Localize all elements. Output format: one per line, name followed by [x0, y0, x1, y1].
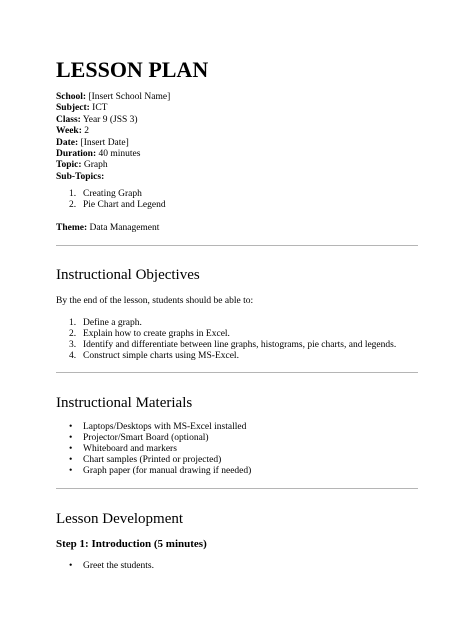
- development-heading: Lesson Development: [56, 511, 184, 527]
- meta-date: Date: [Insert Date]: [56, 137, 129, 148]
- divider: [56, 372, 418, 373]
- list-item: 3. Identify and differentiate between line graphs, histograms, pie charts, and legends.: [69, 339, 397, 350]
- bullet-icon: •: [69, 422, 73, 432]
- meta-subject: Subject: ICT: [56, 103, 108, 114]
- list-item: • Graph paper (for manual drawing if needed): [69, 466, 252, 476]
- step1-heading: Step 1: Introduction (5 minutes): [56, 538, 207, 550]
- meta-week: Week: 2: [56, 126, 89, 137]
- bullet-icon: •: [69, 433, 73, 443]
- list-item: • Projector/Smart Board (optional): [69, 433, 209, 443]
- list-item: 2. Pie Chart and Legend: [69, 200, 166, 211]
- meta-school: School: [Insert School Name]: [56, 92, 171, 102]
- meta-duration: Duration: 40 minutes: [56, 149, 141, 160]
- objectives-list: [69, 318, 396, 362]
- materials-heading: Instructional Materials: [56, 395, 193, 411]
- bullet-icon: •: [69, 466, 73, 476]
- list-item: 1. Define a graph.: [69, 318, 142, 328]
- divider: [56, 245, 418, 246]
- bullet-icon: •: [69, 444, 73, 454]
- meta-class: Class: Year 9 (JSS 3): [56, 114, 138, 125]
- meta-topic: Topic: Graph: [56, 160, 108, 171]
- objectives-intro: By the end of the lesson, students should be able to:: [56, 296, 254, 306]
- objectives-heading: Instructional Objectives: [56, 267, 200, 283]
- theme-line: Theme: Data Management: [56, 223, 160, 233]
- materials-list: [69, 422, 251, 477]
- list-item: • Greet the students.: [69, 561, 154, 571]
- list-item: • Whiteboard and markers: [69, 444, 177, 454]
- list-item: • Chart samples (Printed or projected): [69, 455, 222, 465]
- subtopics-list: [69, 189, 166, 212]
- list-item: 2. Explain how to create graphs in Excel.: [69, 328, 230, 339]
- list-item: • Laptops/Desktops with MS-Excel installed: [69, 422, 247, 432]
- list-item: 1. Creating Graph: [69, 189, 142, 199]
- divider: [56, 488, 418, 489]
- bullet-icon: •: [69, 455, 73, 465]
- bullet-icon: •: [69, 561, 73, 571]
- lesson-meta: [56, 92, 170, 183]
- page-title: LESSON PLAN: [56, 57, 209, 82]
- step1-list: [69, 561, 154, 572]
- meta-subtopics: Sub-Topics:: [56, 171, 105, 182]
- list-item: 4. Construct simple charts using MS-Excel.: [69, 350, 239, 361]
